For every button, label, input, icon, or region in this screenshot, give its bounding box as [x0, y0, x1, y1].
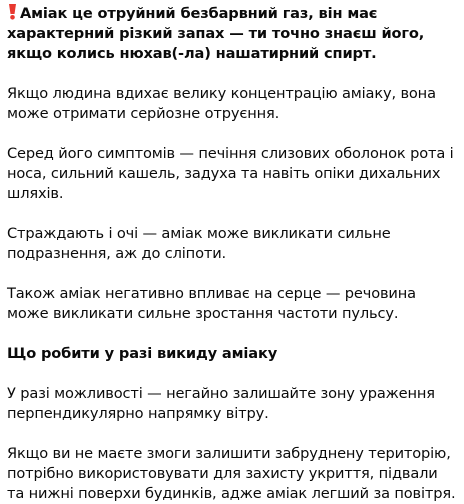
post-intro — [7, 0, 456, 64]
post-paragraph-leave-zone: У разі можливості — негайно залишайте зону ураження перпендикулярно напрямку вітру. — [7, 385, 435, 422]
post-paragraph-eyes: Страждають і очі — аміак може викликати сильне подразнення, аж до сліпоти. — [7, 225, 391, 262]
post-paragraph-shelter: Якщо ви не маєте змоги залишити забруднену територію, потрібно використовувати для захисту укриття, підвали та нижні поверхи будинків, адже аміак легший за повітря. — [7, 445, 456, 502]
post-heading-what-to-do: Що робити у разі викиду аміаку — [7, 345, 278, 362]
post-paragraph-heart: Також аміак негативно впливає на серце — речовина може викликати сильне зростання частоти пульсу. — [7, 285, 416, 322]
post-paragraph-symptoms: Серед його симптомів — печіння слизових оболонок рота і носа, сильний кашель, задуха та навіть опіки дихальних шляхів. — [7, 145, 454, 202]
post-intro-text: Аміак це отруйний безбарвний газ, він має характерний різкий запах — ти точно знаєш його, якщо колись нюхав(-ла) нашатирний спирт. — [7, 5, 425, 62]
post-paragraph-inhalation: Якщо людина вдихає велику концентрацію аміаку, вона може отримати серйозне отруєння. — [7, 85, 436, 122]
exclamation-mark-icon — [7, 3, 18, 20]
